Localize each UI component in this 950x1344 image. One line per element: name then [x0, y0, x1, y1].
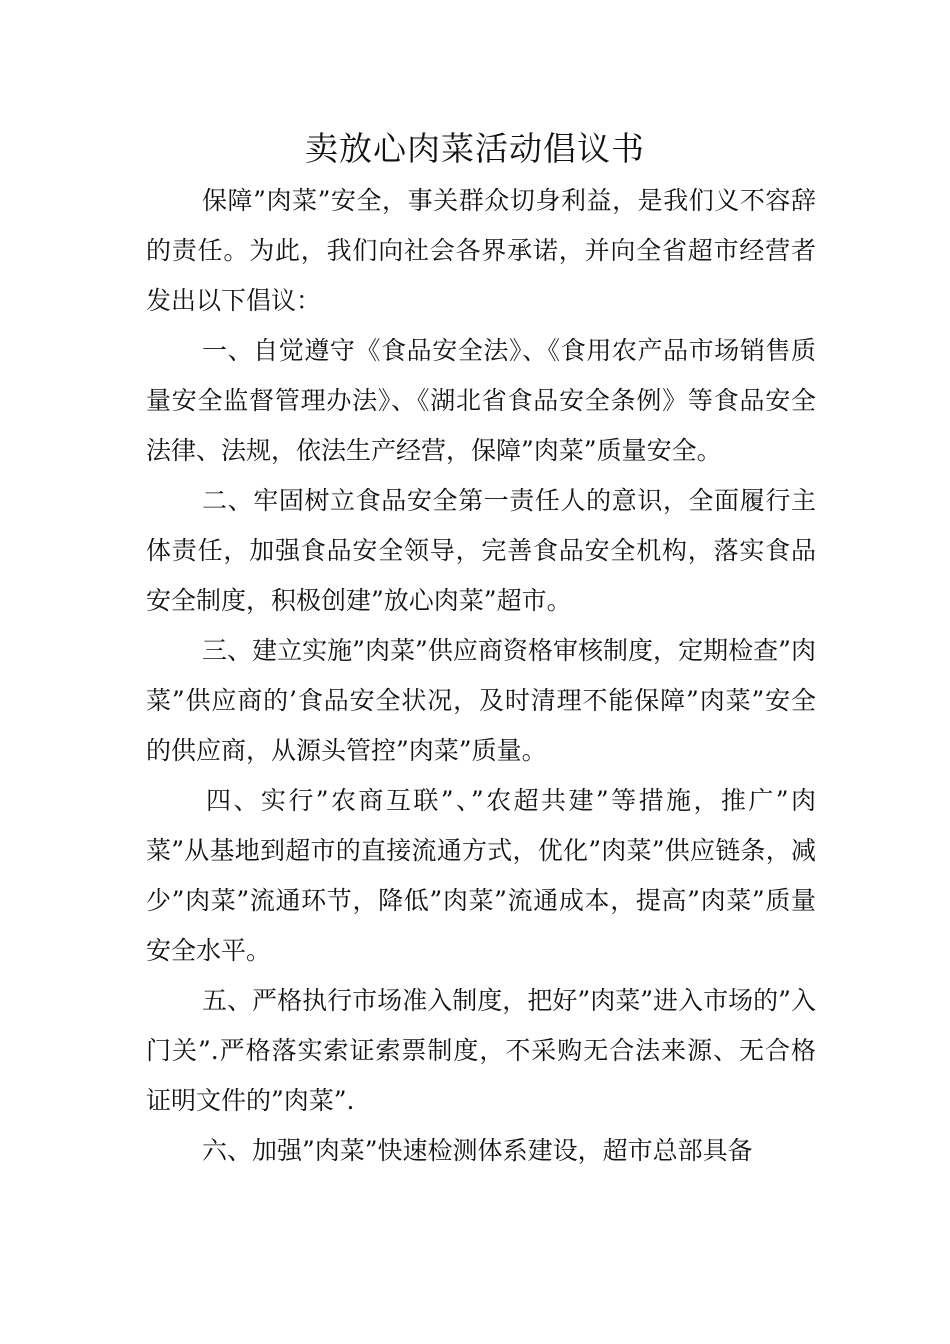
paragraph-item-6: 六、加强”肉菜”快速检测体系建设，超市总部具备 — [202, 1136, 753, 1165]
document-body — [146, 176, 816, 1176]
paragraph-item-2: 二、牢固树立食品安全第一责任人的意识，全面履行主体责任，加强食品安全领导，完善食品安全机构，落实食品安全制度，积极创建”放心肉菜”超市。 — [146, 486, 816, 615]
document-title: 卖放心肉菜活动倡议书 — [305, 129, 645, 168]
paragraph-intro: 保障”肉菜”安全，事关群众切身利益，是我们义不容辞的责任。为此，我们向社会各界承诺，并向全省超市经营者发出以下倡议： — [146, 186, 816, 315]
paragraph-item-5: 五、严格执行市场准入制度，把好”肉菜”进入市场的”入门关”.严格落实索证索票制度，不采购无合法来源、无合格证明文件的”肉菜”. — [146, 986, 816, 1115]
paragraph-item-3: 三、建立实施”肉菜”供应商资格审核制度，定期检查”肉菜”供应商的’食品安全状况，及时清理不能保障”肉菜”安全的供应商，从源头管控”肉菜”质量。 — [146, 636, 816, 765]
paragraph-item-1: 一、自觉遵守《食品安全法》、《食用农产品市场销售质量安全监督管理办法》、《湖北省食品安全条例》等食品安全法律、法规，依法生产经营，保障”肉菜”质量安全。 — [146, 336, 816, 465]
paragraph-item-4: 四、实行”农商互联”、”农超共建”等措施，推广”肉菜”从基地到超市的直接流通方式，优化”肉菜”供应链条，减少”肉菜”流通环节，降低”肉菜”流通成本，提高”肉菜”质量安全水平。 — [146, 786, 816, 965]
